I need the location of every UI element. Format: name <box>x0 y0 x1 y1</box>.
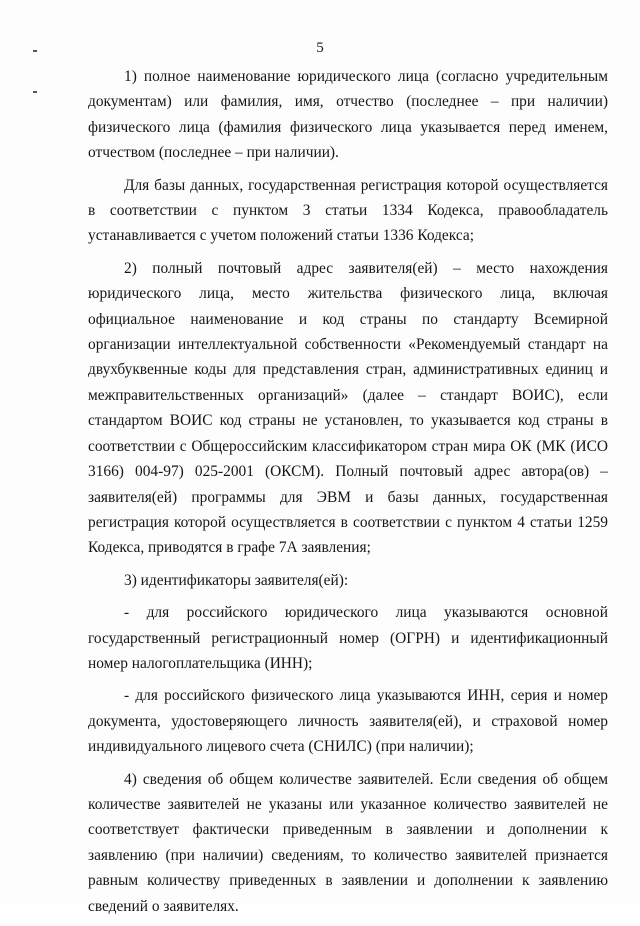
paragraph-individual-ids: - для российского физического лица указываются ИНН, серия и номер документа, удостоверяющего личность заявителя(ей), и страховой номер индивидуального лицевого счета (СНИЛС) (при наличии); <box>88 687 608 756</box>
scan-mark <box>33 91 37 93</box>
paragraph-identifiers: 3) идентификаторы заявителя(ей): <box>124 571 349 589</box>
paragraph-postal-address: 2) полный почтовый адрес заявителя(ей) – место нахождения юридического лица, место жительства физического лица, включая официальное наименование и код страны по стандарту Всемирной организации интеллектуальной собственности «Рекомендуемый стандарт на двухбуквенные коды для представления стран, административных единиц и межправительственных организаций» (далее – стандарт ВОИС), если стандартом ВОИС код страны не установлен, то указывается код страны в соответствии с Общероссийским классификатором стран мира ОК (МК (ИСО 3166) 004-97) 025-2001 (ОКСМ). Полный почтовый адрес автора(ов) – заявителя(ей) программы для ЭВМ и базы данных, государственная регистрация которой осуществляется в соответствии с пунктом 4 статьи 1259 Кодекса, приводятся в графе 7А заявления; <box>88 259 608 557</box>
paragraph-database-rightholder: Для базы данных, государственная регистрация которой осуществляется в соответствии с пунктом 3 статьи 1334 Кодекса, правообладатель устанавливается с учетом положений статьи 1336 Кодекса; <box>88 176 608 245</box>
document-body <box>88 64 608 926</box>
paragraph-applicant-count: 4) сведения об общем количестве заявителей. Если сведения об общем количестве заявителей не указаны или указанное количество заявителей не соответствует фактически приведенным в заявлении и дополнении к заявлению (при наличии) сведениям, то количество заявителей признается равным количеству приведенных в заявлении и дополнении к заявлению сведений о заявителях. <box>88 770 608 915</box>
page-number: 5 <box>316 40 324 56</box>
paragraph-full-name: 1) полное наименование юридического лица (согласно учредительным документам) или фамилия, имя, отчество (последнее – при наличии) физического лица (фамилия физического лица указывается перед именем, отчеством (последнее – при наличии). <box>88 68 608 162</box>
paragraph-legal-entity-ids: - для российского юридического лица указываются основной государственный регистрационный номер (ОГРН) и идентификационный номер налогоплательщика (ИНН); <box>88 604 608 672</box>
